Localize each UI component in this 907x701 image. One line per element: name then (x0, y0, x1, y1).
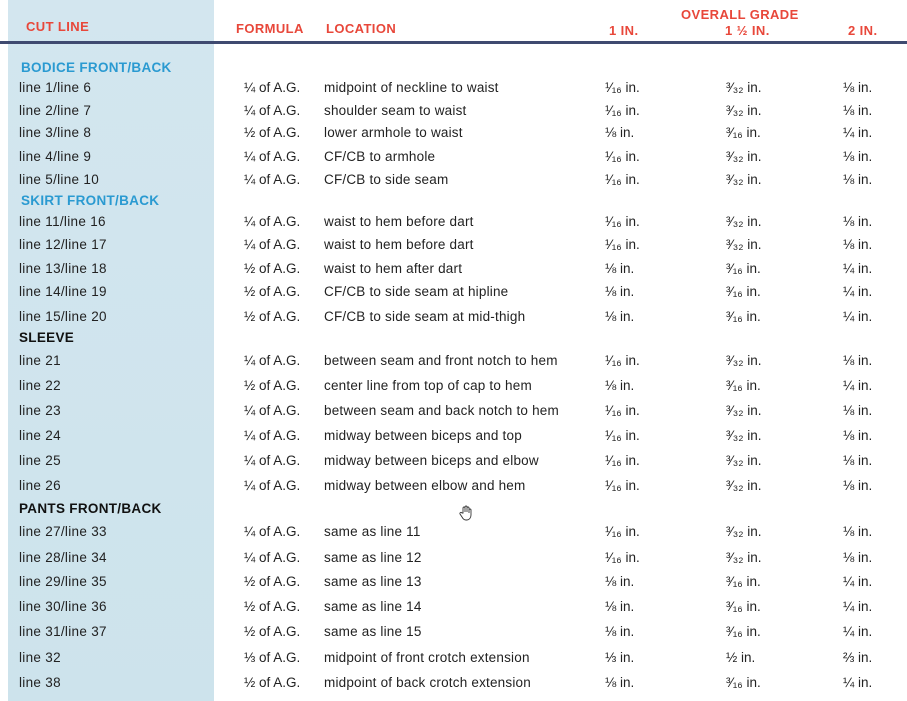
cut-line-cell: line 26 (19, 478, 61, 493)
location-cell: CF/CB to side seam at mid-thigh (324, 309, 526, 324)
grade-2in-cell: ¼ in. (843, 378, 873, 393)
table-row (0, 305, 907, 328)
cut-line-cell: line 38 (19, 675, 61, 690)
header-cut-line: CUT LINE (26, 19, 90, 34)
cut-line-cell: line 27/line 33 (19, 524, 107, 539)
grade-1in-cell: ¹⁄₁₆ in. (605, 550, 640, 565)
table-header (0, 0, 907, 40)
table-row (0, 474, 907, 497)
formula-cell: ¼ of A.G. (244, 428, 301, 443)
location-cell: midpoint of front crotch extension (324, 650, 530, 665)
cut-line-cell: line 1/line 6 (19, 80, 92, 95)
cut-line-cell: line 5/line 10 (19, 172, 100, 187)
section-title: PANTS FRONT/BACK (19, 501, 162, 516)
header-rule (0, 41, 907, 44)
cut-line-cell: line 31/line 37 (19, 624, 107, 639)
grade-2in-cell: ⅛ in. (843, 172, 873, 187)
formula-cell: ¼ of A.G. (244, 149, 301, 164)
grade-1in-cell: ⅛ in. (605, 125, 635, 140)
header-location: LOCATION (326, 21, 397, 36)
cut-line-cell: line 21 (19, 353, 61, 368)
grade-1in-cell: ⅛ in. (605, 378, 635, 393)
grade-1-5in-cell: ³⁄₃₂ in. (726, 478, 762, 493)
grade-1-5in-cell: ³⁄₃₂ in. (726, 80, 762, 95)
location-cell: same as line 14 (324, 599, 422, 614)
section-header (0, 497, 907, 520)
location-cell: CF/CB to side seam at hipline (324, 284, 509, 299)
grade-1in-cell: ⅓ in. (605, 650, 635, 665)
formula-cell: ½ of A.G. (244, 599, 301, 614)
header-grade-2in: 2 IN. (848, 23, 878, 38)
formula-cell: ¼ of A.G. (244, 478, 301, 493)
location-cell: midway between biceps and top (324, 428, 522, 443)
cut-line-cell: line 23 (19, 403, 61, 418)
location-cell: CF/CB to side seam (324, 172, 449, 187)
grade-1-5in-cell: ³⁄₁₆ in. (726, 675, 761, 690)
formula-cell: ¼ of A.G. (244, 103, 301, 118)
table-row (0, 257, 907, 280)
formula-cell: ¼ of A.G. (244, 237, 301, 252)
grade-1-5in-cell: ³⁄₁₆ in. (726, 309, 761, 324)
cut-line-cell: line 3/line 8 (19, 125, 92, 140)
grade-1in-cell: ¹⁄₁₆ in. (605, 428, 640, 443)
table-row (0, 646, 907, 669)
grade-1in-cell: ¹⁄₁₆ in. (605, 103, 640, 118)
grade-1-5in-cell: ³⁄₃₂ in. (726, 103, 762, 118)
grade-1-5in-cell: ³⁄₁₆ in. (726, 284, 761, 299)
section-header (0, 326, 907, 349)
table-row (0, 99, 907, 122)
grade-2in-cell: ¼ in. (843, 261, 873, 276)
table-row (0, 520, 907, 543)
cut-line-cell: line 12/line 17 (19, 237, 107, 252)
location-cell: waist to hem before dart (324, 237, 474, 252)
cut-line-cell: line 15/line 20 (19, 309, 107, 324)
header-overall-grade: OVERALL GRADE (681, 7, 799, 22)
section-title: SLEEVE (19, 330, 75, 345)
section-title: SKIRT FRONT/BACK (21, 193, 160, 208)
grade-1-5in-cell: ³⁄₁₆ in. (726, 378, 761, 393)
table-row (0, 424, 907, 447)
formula-cell: ½ of A.G. (244, 261, 301, 276)
location-cell: waist to hem before dart (324, 214, 474, 229)
location-cell: waist to hem after dart (324, 261, 463, 276)
cut-line-cell: line 14/line 19 (19, 284, 107, 299)
grade-1-5in-cell: ³⁄₁₆ in. (726, 261, 761, 276)
grade-1-5in-cell: ³⁄₃₂ in. (726, 428, 762, 443)
table-row (0, 570, 907, 593)
table-row (0, 168, 907, 191)
grade-1-5in-cell: ³⁄₃₂ in. (726, 172, 762, 187)
location-cell: midway between elbow and hem (324, 478, 526, 493)
grade-2in-cell: ⅛ in. (843, 214, 873, 229)
grade-1-5in-cell: ³⁄₁₆ in. (726, 624, 761, 639)
cut-line-cell: line 24 (19, 428, 61, 443)
location-cell: same as line 13 (324, 574, 422, 589)
location-cell: midpoint of neckline to waist (324, 80, 499, 95)
formula-cell: ½ of A.G. (244, 309, 301, 324)
grade-2in-cell: ⅛ in. (843, 237, 873, 252)
table-row (0, 280, 907, 303)
table-row (0, 595, 907, 618)
grade-1in-cell: ¹⁄₁₆ in. (605, 149, 640, 164)
grade-1-5in-cell: ³⁄₃₂ in. (726, 149, 762, 164)
location-cell: between seam and front notch to hem (324, 353, 558, 368)
formula-cell: ¼ of A.G. (244, 524, 301, 539)
grade-2in-cell: ¼ in. (843, 599, 873, 614)
grade-2in-cell: ⅛ in. (843, 149, 873, 164)
grade-1in-cell: ⅛ in. (605, 675, 635, 690)
grade-1-5in-cell: ³⁄₃₂ in. (726, 237, 762, 252)
grade-1in-cell: ⅛ in. (605, 624, 635, 639)
grade-2in-cell: ⅔ in. (843, 650, 873, 665)
cut-line-cell: line 22 (19, 378, 61, 393)
formula-cell: ¼ of A.G. (244, 172, 301, 187)
cut-line-cell: line 4/line 9 (19, 149, 92, 164)
grade-1-5in-cell: ½ in. (726, 650, 756, 665)
table-row (0, 374, 907, 397)
formula-cell: ¼ of A.G. (244, 80, 301, 95)
grade-1in-cell: ¹⁄₁₆ in. (605, 80, 640, 95)
grade-1in-cell: ⅛ in. (605, 309, 635, 324)
grade-1-5in-cell: ³⁄₁₆ in. (726, 125, 761, 140)
formula-cell: ¼ of A.G. (244, 453, 301, 468)
location-cell: midway between biceps and elbow (324, 453, 539, 468)
grade-1in-cell: ¹⁄₁₆ in. (605, 172, 640, 187)
grade-2in-cell: ¼ in. (843, 309, 873, 324)
formula-cell: ½ of A.G. (244, 125, 301, 140)
grade-1-5in-cell: ³⁄₃₂ in. (726, 453, 762, 468)
table-row (0, 233, 907, 256)
grade-2in-cell: ⅛ in. (843, 403, 873, 418)
table-row (0, 76, 907, 99)
grade-1-5in-cell: ³⁄₃₂ in. (726, 550, 762, 565)
grade-1-5in-cell: ³⁄₁₆ in. (726, 574, 761, 589)
cut-line-cell: line 25 (19, 453, 61, 468)
table-row (0, 349, 907, 372)
table-row (0, 121, 907, 144)
grade-2in-cell: ⅛ in. (843, 453, 873, 468)
grade-1in-cell: ¹⁄₁₆ in. (605, 403, 640, 418)
header-grade-1in: 1 IN. (609, 23, 639, 38)
grade-1in-cell: ¹⁄₁₆ in. (605, 478, 640, 493)
grade-1in-cell: ⅛ in. (605, 574, 635, 589)
grade-1-5in-cell: ³⁄₃₂ in. (726, 214, 762, 229)
grade-2in-cell: ¼ in. (843, 284, 873, 299)
table-row (0, 145, 907, 168)
grade-1in-cell: ⅛ in. (605, 284, 635, 299)
formula-cell: ½ of A.G. (244, 378, 301, 393)
grade-1in-cell: ⅛ in. (605, 599, 635, 614)
grade-1-5in-cell: ³⁄₃₂ in. (726, 403, 762, 418)
grade-1in-cell: ¹⁄₁₆ in. (605, 237, 640, 252)
location-cell: same as line 11 (324, 524, 421, 539)
location-cell: same as line 12 (324, 550, 422, 565)
formula-cell: ½ of A.G. (244, 675, 301, 690)
grade-1-5in-cell: ³⁄₃₂ in. (726, 353, 762, 368)
location-cell: CF/CB to armhole (324, 149, 436, 164)
grade-1in-cell: ¹⁄₁₆ in. (605, 214, 640, 229)
location-cell: same as line 15 (324, 624, 422, 639)
table-row (0, 449, 907, 472)
header-grade-1-5in: 1 ½ IN. (725, 23, 770, 38)
grade-2in-cell: ⅛ in. (843, 80, 873, 95)
grade-2in-cell: ⅛ in. (843, 478, 873, 493)
grade-1in-cell: ⅛ in. (605, 261, 635, 276)
grade-2in-cell: ⅛ in. (843, 428, 873, 443)
grade-2in-cell: ⅛ in. (843, 103, 873, 118)
location-cell: center line from top of cap to hem (324, 378, 532, 393)
formula-cell: ⅓ of A.G. (244, 650, 301, 665)
formula-cell: ½ of A.G. (244, 574, 301, 589)
grade-2in-cell: ⅛ in. (843, 550, 873, 565)
formula-cell: ½ of A.G. (244, 284, 301, 299)
location-cell: midpoint of back crotch extension (324, 675, 531, 690)
location-cell: between seam and back notch to hem (324, 403, 559, 418)
table-row (0, 210, 907, 233)
formula-cell: ¼ of A.G. (244, 214, 301, 229)
grade-2in-cell: ¼ in. (843, 125, 873, 140)
grade-1in-cell: ¹⁄₁₆ in. (605, 353, 640, 368)
grade-2in-cell: ¼ in. (843, 624, 873, 639)
section-title: BODICE FRONT/BACK (21, 60, 172, 75)
grade-1in-cell: ¹⁄₁₆ in. (605, 524, 640, 539)
location-cell: shoulder seam to waist (324, 103, 467, 118)
grade-1in-cell: ¹⁄₁₆ in. (605, 453, 640, 468)
table-row (0, 399, 907, 422)
grade-1-5in-cell: ³⁄₁₆ in. (726, 599, 761, 614)
table-row (0, 671, 907, 694)
grade-2in-cell: ⅛ in. (843, 353, 873, 368)
cut-line-cell: line 11/line 16 (19, 214, 106, 229)
cut-line-cell: line 30/line 36 (19, 599, 107, 614)
formula-cell: ¼ of A.G. (244, 550, 301, 565)
grade-2in-cell: ⅛ in. (843, 524, 873, 539)
cut-line-cell: line 32 (19, 650, 61, 665)
hand-pointer-icon (458, 505, 474, 521)
formula-cell: ¼ of A.G. (244, 353, 301, 368)
table-row (0, 546, 907, 569)
formula-cell: ½ of A.G. (244, 624, 301, 639)
table-row (0, 620, 907, 643)
grade-2in-cell: ¼ in. (843, 675, 873, 690)
cut-line-cell: line 13/line 18 (19, 261, 107, 276)
section-header (0, 189, 907, 212)
grade-2in-cell: ¼ in. (843, 574, 873, 589)
location-cell: lower armhole to waist (324, 125, 463, 140)
cut-line-cell: line 29/line 35 (19, 574, 107, 589)
cut-line-cell: line 28/line 34 (19, 550, 107, 565)
cut-line-cell: line 2/line 7 (19, 103, 92, 118)
header-formula: FORMULA (236, 21, 304, 36)
formula-cell: ¼ of A.G. (244, 403, 301, 418)
grade-1-5in-cell: ³⁄₃₂ in. (726, 524, 762, 539)
